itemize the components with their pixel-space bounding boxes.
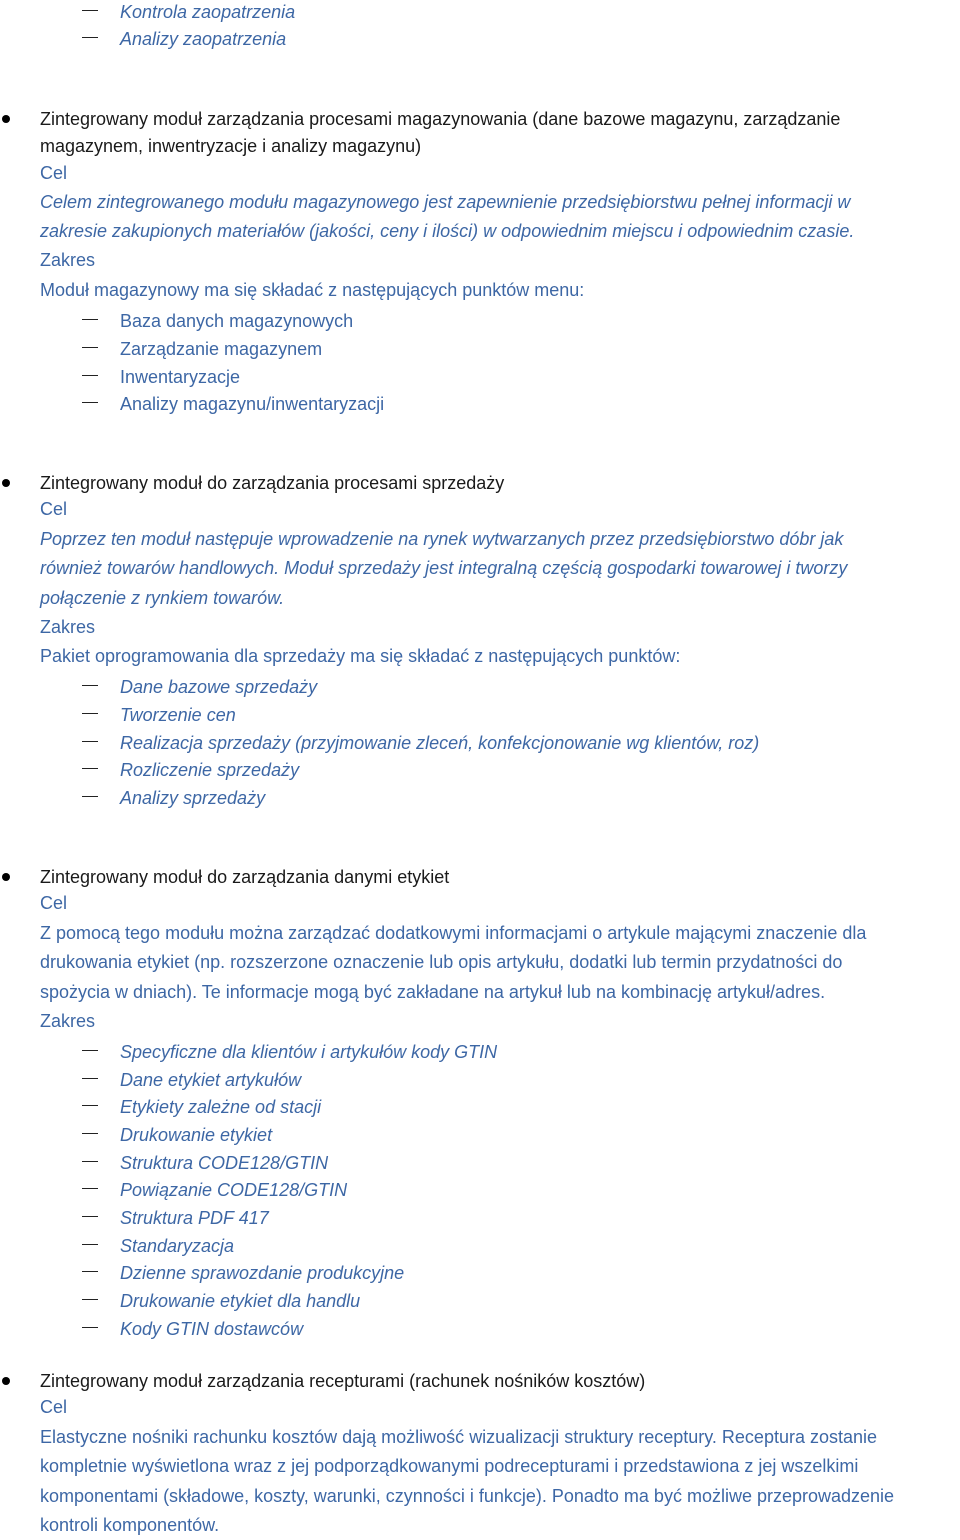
dash-icon xyxy=(82,1216,98,1217)
list-item: Dzienne sprawozdanie produkcyjne xyxy=(120,1263,405,1283)
list-item: Etykiety zależne od stacji xyxy=(120,1097,322,1117)
list-item: Drukowanie etykiet dla handlu xyxy=(120,1291,361,1311)
cel-text: drukowania etykiet (np. rozszerzone oznaczenie lub opis artykułu, dodatki lub termin przydatności do xyxy=(40,952,843,972)
bullet-icon xyxy=(2,873,10,881)
cel-text: kontroli komponentów. xyxy=(40,1515,220,1535)
dash-icon xyxy=(82,1188,98,1189)
zakres-label: Zakres xyxy=(40,617,96,637)
cel-text: zakresie zakupionych materiałów (jakości, ceny i ilości) w odpowiednim miejscu i odpowiednim czasie. xyxy=(40,221,855,241)
list-item: Specyficzne dla klientów i artykułów kody GTIN xyxy=(120,1042,498,1062)
dash-icon xyxy=(82,685,98,686)
zakres-label: Zakres xyxy=(40,250,96,270)
dash-icon xyxy=(82,1161,98,1162)
dash-icon xyxy=(82,1327,98,1328)
list-item: Kody GTIN dostawców xyxy=(120,1319,304,1339)
dash-icon xyxy=(82,1299,98,1300)
bullet-icon xyxy=(2,479,10,487)
dash-icon xyxy=(82,10,98,11)
cel-text: kompletnie wyświetlona wraz z jej podporządkowanymi podrecepturami i przedstawiona z jej wszelkimi xyxy=(40,1456,859,1476)
cel-text: Poprzez ten moduł następuje wprowadzenie na rynek wytwarzanych przez przedsiębiorstwo dóbr jak xyxy=(40,529,844,549)
dash-icon xyxy=(82,768,98,769)
dash-icon xyxy=(82,1271,98,1272)
section-heading: Zintegrowany moduł do zarządzania procesami sprzedaży xyxy=(40,473,505,493)
cel-label: Cel xyxy=(40,893,68,913)
list-item: Kontrola zaopatrzenia xyxy=(120,2,296,22)
list-item: Rozliczenie sprzedaży xyxy=(120,760,300,780)
list-item: Inwentaryzacje xyxy=(120,367,241,387)
cel-label: Cel xyxy=(40,163,68,183)
dash-icon xyxy=(82,1133,98,1134)
dash-icon xyxy=(82,1105,98,1106)
cel-text: komponentami (składowe, koszty, warunki, czynności i funkcje). Ponadto ma być możliwe przeprowadzenie xyxy=(40,1486,895,1506)
list-item: Tworzenie cen xyxy=(120,705,236,725)
cel-text: spożycia w dniach). Te informacje mogą być zakładane na artykuł lub na kombinację artykuł/adres. xyxy=(40,982,826,1002)
list-item: Dane bazowe sprzedaży xyxy=(120,677,318,697)
list-item: Realizacja sprzedaży (przyjmowanie zleceń, konfekcjonowanie wg klientów, roz) xyxy=(120,733,760,753)
zakres-intro: Pakiet oprogramowania dla sprzedaży ma się składać z następujących punktów: xyxy=(40,646,681,666)
cel-label: Cel xyxy=(40,499,68,519)
cel-label: Cel xyxy=(40,1397,68,1417)
list-item: Baza danych magazynowych xyxy=(120,311,354,331)
list-item: Powiązanie CODE128/GTIN xyxy=(120,1180,348,1200)
dash-icon xyxy=(82,741,98,742)
list-item: Analizy sprzedaży xyxy=(120,788,266,808)
list-item: Dane etykiet artykułów xyxy=(120,1070,302,1090)
dash-icon xyxy=(82,1078,98,1079)
list-item: Struktura CODE128/GTIN xyxy=(120,1153,329,1173)
dash-icon xyxy=(82,402,98,403)
dash-icon xyxy=(82,375,98,376)
cel-text: połączenie z rynkiem towarów. xyxy=(40,588,285,608)
section-heading: magazynem, inwentryzacje i analizy magazynu) xyxy=(40,136,422,156)
cel-text: również towarów handlowych. Moduł sprzedaży jest integralną częścią gospodarki towarowej i tworzy xyxy=(40,558,848,578)
cel-text: Elastyczne nośniki rachunku kosztów dają możliwość wizualizacji struktury receptury. Receptura zostanie xyxy=(40,1427,878,1447)
bullet-icon xyxy=(2,115,10,123)
dash-icon xyxy=(82,1050,98,1051)
section-heading: Zintegrowany moduł do zarządzania danymi etykiet xyxy=(40,867,450,887)
list-item: Analizy zaopatrzenia xyxy=(120,29,287,49)
dash-icon xyxy=(82,1244,98,1245)
dash-icon xyxy=(82,713,98,714)
dash-icon xyxy=(82,796,98,797)
bullet-icon xyxy=(2,1377,10,1385)
list-item: Standaryzacja xyxy=(120,1236,235,1256)
dash-icon xyxy=(82,347,98,348)
cel-text: Celem zintegrowanego modułu magazynowego jest zapewnienie przedsiębiorstwu pełnej informacji w xyxy=(40,192,851,212)
cel-text: Z pomocą tego modułu można zarządzać dodatkowymi informacjami o artykule mającymi znaczenie dla xyxy=(40,923,867,943)
zakres-intro: Moduł magazynowy ma się składać z następujących punktów menu: xyxy=(40,280,585,300)
section-heading: Zintegrowany moduł zarządzania recepturami (rachunek nośników kosztów) xyxy=(40,1371,646,1391)
dash-icon xyxy=(82,319,98,320)
zakres-label: Zakres xyxy=(40,1011,96,1031)
dash-icon xyxy=(82,37,98,38)
section-heading: Zintegrowany moduł zarządzania procesami magazynowania (dane bazowe magazynu, zarządzanie xyxy=(40,109,841,129)
list-item: Zarządzanie magazynem xyxy=(120,339,323,359)
list-item: Drukowanie etykiet xyxy=(120,1125,273,1145)
list-item: Analizy magazynu/inwentaryzacji xyxy=(120,394,385,414)
list-item: Struktura PDF 417 xyxy=(120,1208,269,1228)
